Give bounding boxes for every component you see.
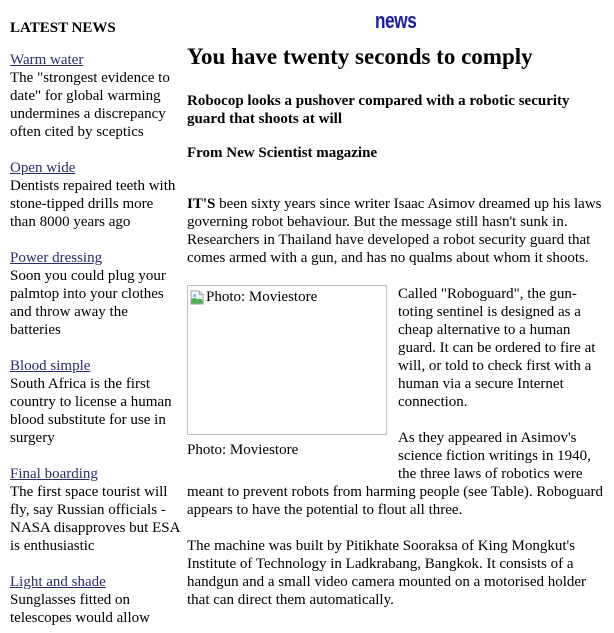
news-item-summary: The "strongest evidence to date" for global warming undermines a discrepancy often cited by sceptics [10, 70, 170, 140]
news-item-summary: South Africa is the first country to license a human blood substitute for use in surgery [10, 376, 172, 446]
news-item-summary: Dentists repaired teeth with stone-tipped drills more than 8000 years ago [10, 178, 176, 230]
news-item [10, 249, 182, 339]
news-item [10, 465, 182, 555]
article-figure [187, 285, 387, 471]
news-item-link[interactable]: Blood simple [10, 358, 91, 374]
sidebar-title: LATEST NEWS [10, 20, 116, 36]
article-source: From New Scientist magazine [187, 145, 378, 161]
news-item [10, 357, 182, 447]
broken-image-icon [190, 290, 205, 305]
article-paragraph: The machine was built by Pitikhate Sooraksa of King Mongkut's Institute of Technology in Ladkrabang, Bangkok. It consists of a handgun and a small video camera mounted on a motorised holder that can direct them automatically. [187, 538, 587, 608]
photo-alt-text: Photo: Moviestore [206, 289, 318, 305]
news-list [10, 51, 182, 633]
lead-bold: IT'S [187, 196, 216, 212]
news-item-summary: Soon you could plug your palmtop into your clothes and throw away the batteries [10, 268, 166, 338]
news-item-link[interactable]: Light and shade [10, 574, 106, 590]
article-body [187, 195, 607, 627]
news-item-link[interactable]: Power dressing [10, 250, 103, 266]
news-item-summary: Sunglasses fitted on telescopes would allow [10, 592, 150, 626]
news-item [10, 159, 182, 231]
article-lead-paragraph [187, 195, 607, 267]
article-paragraph: Called "Roboguard", the gun-toting sentinel is designed as a cheap alternative to a human guard. It can be ordered to fire at will, or told to check first with a human via a secure Internet connection. [398, 286, 596, 410]
article-paragraph: As they appeared in Asimov's science fiction writings in 1940, the three laws of robotics were meant to prevent robots from harming people (see Table). Roboguard appears to have the potential to flout all three. [187, 430, 604, 518]
article-standfirst: Robocop looks a pushover compared with a robotic security guard that shoots at will [187, 93, 570, 127]
photo-caption: Photo: Moviestore [187, 442, 299, 458]
article-headline: You have twenty seconds to comply [187, 44, 533, 69]
news-item-link[interactable]: Open wide [10, 160, 76, 176]
news-logo[interactable]: news [375, 8, 417, 33]
news-item-link[interactable]: Final boarding [10, 466, 98, 482]
news-item-link[interactable]: Warm water [10, 52, 84, 68]
lead-text: been sixty years since writer Isaac Asimov dreamed up his laws governing robot behaviour. But the message still hasn't sunk in. Researchers in Thailand have developed a robot security guard that comes armed with a gun, and has no qualms about whom it shoots. [187, 196, 602, 266]
news-item-summary: The first space tourist will fly, say Russian officials - NASA disapproves but ESA is enthusiastic [10, 484, 180, 554]
news-item [10, 573, 182, 627]
news-item [10, 51, 182, 141]
article-photo [187, 285, 387, 435]
